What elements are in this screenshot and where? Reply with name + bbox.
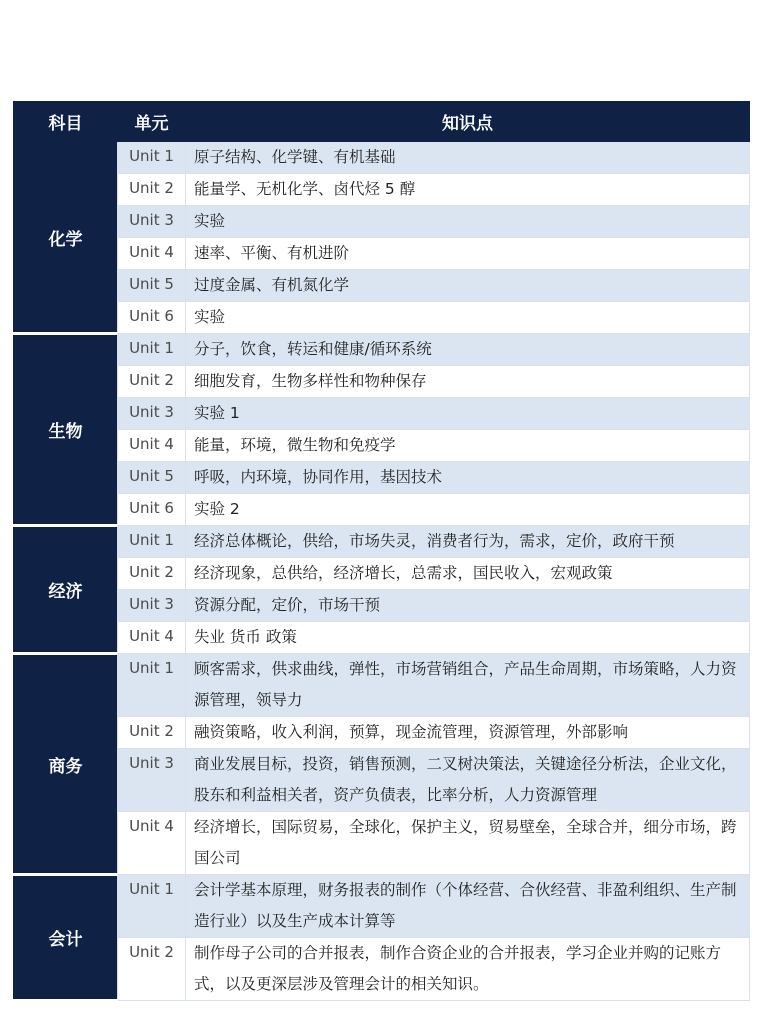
knowledge-point-cell: 细胞发育，生物多样性和物种保存 — [186, 366, 750, 398]
table-row — [14, 302, 750, 334]
unit-cell: Unit 1 — [118, 334, 186, 366]
table-row — [14, 875, 750, 938]
knowledge-point-cell: 呼吸，内环境，协同作用，基因技术 — [186, 462, 750, 494]
unit-cell: Unit 1 — [118, 654, 186, 717]
knowledge-point-cell: 实验 — [186, 302, 750, 334]
unit-cell: Unit 1 — [118, 875, 186, 938]
unit-cell: Unit 3 — [118, 749, 186, 812]
knowledge-point-cell: 原子结构、化学键、有机基础 — [186, 142, 750, 174]
table-row — [14, 938, 750, 1001]
table-row — [14, 558, 750, 590]
knowledge-point-cell: 过度金属、有机氮化学 — [186, 270, 750, 302]
table-row — [14, 749, 750, 812]
knowledge-point-cell: 经济增长，国际贸易，全球化，保护主义，贸易壁垒，全球合并，细分市场，跨国公司 — [186, 812, 750, 875]
knowledge-point-cell: 会计学基本原理，财务报表的制作（个体经营、合伙经营、非盈利组织、生产制造行业）以及生产成本计算等 — [186, 875, 750, 938]
unit-cell: Unit 4 — [118, 238, 186, 270]
table-row — [14, 654, 750, 717]
knowledge-point-cell: 融资策略，收入利润，预算，现金流管理，资源管理，外部影响 — [186, 717, 750, 749]
unit-cell: Unit 3 — [118, 590, 186, 622]
unit-cell: Unit 2 — [118, 717, 186, 749]
header-row — [14, 102, 750, 142]
table-row — [14, 270, 750, 302]
table-row — [14, 717, 750, 749]
knowledge-point-cell: 资源分配，定价，市场干预 — [186, 590, 750, 622]
subject-cell: 会计 — [14, 875, 118, 1001]
knowledge-point-cell: 实验 — [186, 206, 750, 238]
unit-cell: Unit 6 — [118, 302, 186, 334]
unit-cell: Unit 5 — [118, 462, 186, 494]
table-row — [14, 526, 750, 558]
unit-cell: Unit 1 — [118, 526, 186, 558]
table-row — [14, 398, 750, 430]
unit-cell: Unit 2 — [118, 938, 186, 1001]
syllabus-table — [13, 101, 750, 1002]
knowledge-point-cell: 实验 2 — [186, 494, 750, 526]
unit-cell: Unit 2 — [118, 366, 186, 398]
knowledge-point-cell: 顾客需求，供求曲线，弹性，市场营销组合，产品生命周期，市场策略，人力资源管理，领导力 — [186, 654, 750, 717]
header-points: 知识点 — [186, 102, 750, 142]
unit-cell: Unit 3 — [118, 206, 186, 238]
table-header — [14, 102, 750, 142]
table-row — [14, 812, 750, 875]
knowledge-point-cell: 商业发展目标，投资，销售预测，二叉树决策法，关键途径分析法，企业文化，股东和利益相关者，资产负债表，比率分析，人力资源管理 — [186, 749, 750, 812]
knowledge-point-cell: 失业 货币 政策 — [186, 622, 750, 654]
knowledge-point-cell: 经济总体概论，供给，市场失灵，消费者行为，需求，定价，政府干预 — [186, 526, 750, 558]
table-row — [14, 622, 750, 654]
table-row — [14, 174, 750, 206]
knowledge-point-cell: 制作母子公司的合并报表，制作合资企业的合并报表，学习企业并购的记账方式，以及更深层涉及管理会计的相关知识。 — [186, 938, 750, 1001]
unit-cell: Unit 2 — [118, 174, 186, 206]
unit-cell: Unit 4 — [118, 430, 186, 462]
unit-cell: Unit 1 — [118, 142, 186, 174]
table-row — [14, 366, 750, 398]
knowledge-point-cell: 实验 1 — [186, 398, 750, 430]
table-row — [14, 206, 750, 238]
unit-cell: Unit 6 — [118, 494, 186, 526]
header-subject: 科目 — [14, 102, 118, 142]
table-row — [14, 430, 750, 462]
subject-cell: 生物 — [14, 334, 118, 526]
table-row — [14, 334, 750, 366]
unit-cell: Unit 4 — [118, 812, 186, 875]
table-row — [14, 494, 750, 526]
knowledge-point-cell: 分子，饮食，转运和健康/循环系统 — [186, 334, 750, 366]
subject-cell: 化学 — [14, 142, 118, 334]
table-row — [14, 142, 750, 174]
subject-cell: 商务 — [14, 654, 118, 875]
knowledge-point-cell: 速率、平衡、有机进阶 — [186, 238, 750, 270]
knowledge-point-cell: 能量，环境，微生物和免疫学 — [186, 430, 750, 462]
unit-cell: Unit 4 — [118, 622, 186, 654]
knowledge-point-cell: 经济现象，总供给，经济增长，总需求，国民收入，宏观政策 — [186, 558, 750, 590]
table-body — [14, 142, 750, 1001]
header-unit: 单元 — [118, 102, 186, 142]
table-row — [14, 590, 750, 622]
table-row — [14, 238, 750, 270]
knowledge-point-cell: 能量学、无机化学、卤代烃 5 醇 — [186, 174, 750, 206]
table-row — [14, 462, 750, 494]
unit-cell: Unit 3 — [118, 398, 186, 430]
subject-cell: 经济 — [14, 526, 118, 654]
unit-cell: Unit 5 — [118, 270, 186, 302]
unit-cell: Unit 2 — [118, 558, 186, 590]
